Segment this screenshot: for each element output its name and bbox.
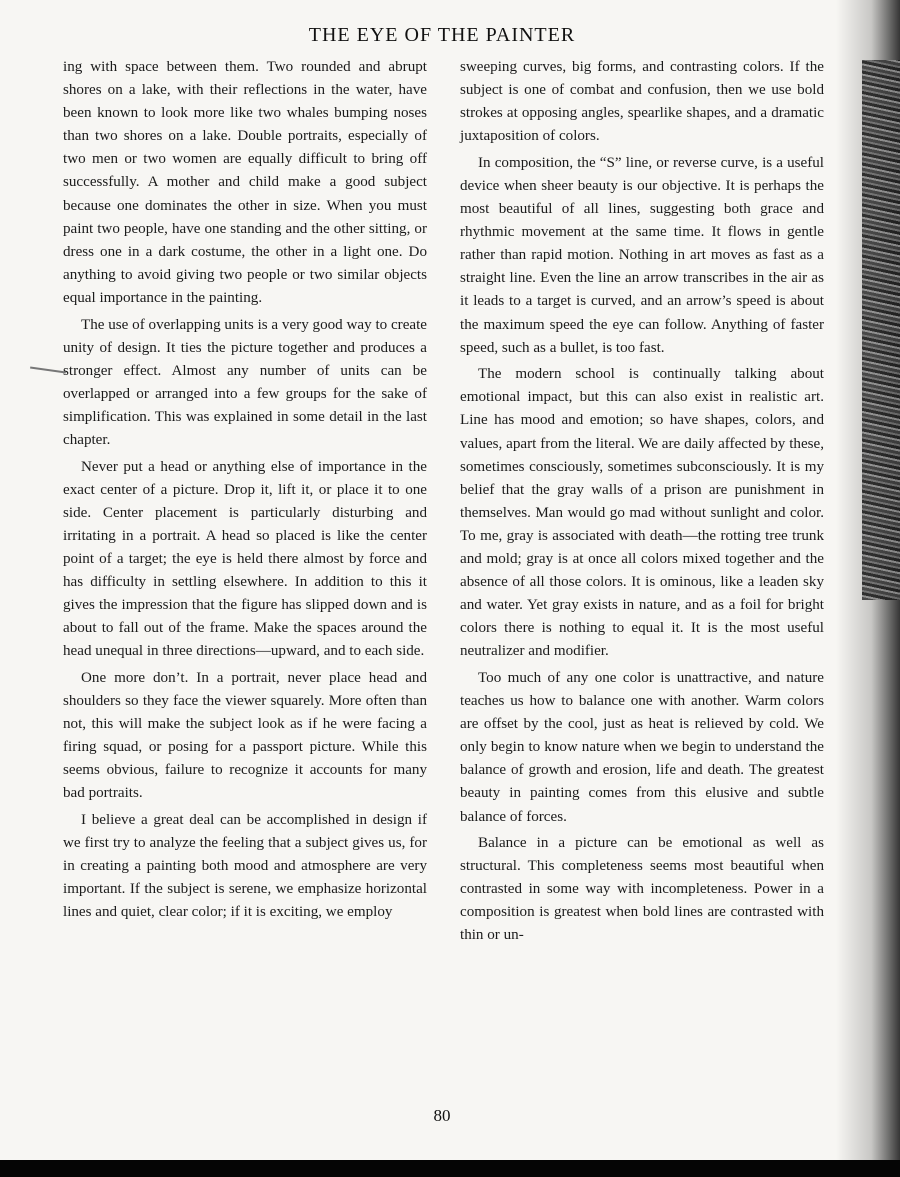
right-column [460, 56, 824, 951]
paragraph: The modern school is continually talking about emotional impact, but this can also exist in realistic art. Line has mood and emotion; so have shapes, colors, and values, apart from the literal. We are daily affected by these, sometimes consciously, sometimes subconsciously. It is my belief that the gray walls of a prison are punishment in themselves. Man would go mad without sunlight and color. To me, gray is associated with death—the rotting tree trunk and mold; gray is at once all colors mixed together and the absence of all those colors. It is ominous, like a leaden sky and water. Yet gray exists in nature, and as a foil for bright colors there is nothing to equal it. It is the most useful neutralizer and modifier. [460, 366, 824, 660]
paragraph: sweeping curves, big forms, and contrasting colors. If the subject is one of combat and confusion, then we use bold strokes at opposing angles, spearlike shapes, and a dramatic juxtaposition of colors. [460, 59, 824, 145]
paragraph: Never put a head or anything else of importance in the exact center of a picture. Drop it, lift it, or place it to one side. Center placement is particularly disturbing and irritating in a portrait. A head so placed is like the center point of a target; the eye is held there almost by force and has difficulty in settling elsewhere. In addition to this it gives the impression that the figure has slipped down and is about to fall out of the frame. Make the spaces around the head unequal in three directions—upward, and to each side. [63, 458, 427, 660]
facing-page-image-edge [862, 60, 900, 600]
page-number: 80 [433, 1106, 451, 1125]
paragraph: The use of overlapping units is a very good way to create unity of design. It ties the picture together and produces a stronger effect. Almost any number of units can be overlapped or arranged into a few groups for the sake of simplification. This was explained in some detail in the last chapter. [63, 316, 427, 448]
scan-border [0, 1160, 900, 1177]
paragraph: Too much of any one color is unattractive, and nature teaches us how to balance one with another. Warm colors are offset by the cool, just as heat is relieved by cold. We only begin to know nature when we begin to understand the balance of growth and erosion, life and death. The greatest beauty in painting comes from this elusive and subtle balance of forces. [460, 669, 824, 825]
left-column [63, 56, 427, 928]
paragraph: In composition, the “S” line, or reverse curve, is a useful device when sheer beauty is our objective. It is perhaps the most beautiful of all lines, suggesting both grace and rhythmic movement at the same time. It flows in gentle rather than rapid motion. Nothing in art moves as fast as a straight line. Even the line an arrow transcribes in the air as it leads to a target is curved, and an arrow’s speed is about the maximum speed the eye can follow. Anything of faster speed, such as a bullet, is too fast. [460, 154, 824, 356]
paragraph: Balance in a picture can be emotional as well as structural. This completeness seems most beautiful when contrasted in some way with incompleteness. Power in a composition is greatest when bold lines are contrasted with thin or un- [460, 835, 824, 944]
paragraph: ing with space between them. Two rounded and abrupt shores on a lake, with their reflections in the water, have been known to look more like two whales bumping noses than two shores on a lake. Double portraits, especially of two men or two women are equally difficult to bring off successfully. A mother and child make a good subject because one dominates the other in size. When you must paint two people, have one standing and the other sitting, or dress one in a dark costume, the other in a light one. Do anything to avoid giving two people or two similar objects equal importance in the painting. [63, 59, 427, 306]
paragraph: I believe a great deal can be accomplished in design if we first try to analyze the feeling that a subject gives us, for in creating a painting both mood and atmosphere are very important. If the subject is serene, we emphasize horizontal lines and quiet, clear color; if it is exciting, we employ [63, 812, 427, 921]
pencil-margin-mark [30, 367, 66, 374]
paragraph: One more don’t. In a portrait, never place head and shoulders so they face the viewer squarely. More often than not, this will make the subject look as if he were facing a firing squad, or posing for a passport picture. While this seems obvious, failure to recognize it accounts for many bad portraits. [63, 669, 427, 802]
running-head: THE EYE OF THE PAINTER [308, 24, 576, 46]
